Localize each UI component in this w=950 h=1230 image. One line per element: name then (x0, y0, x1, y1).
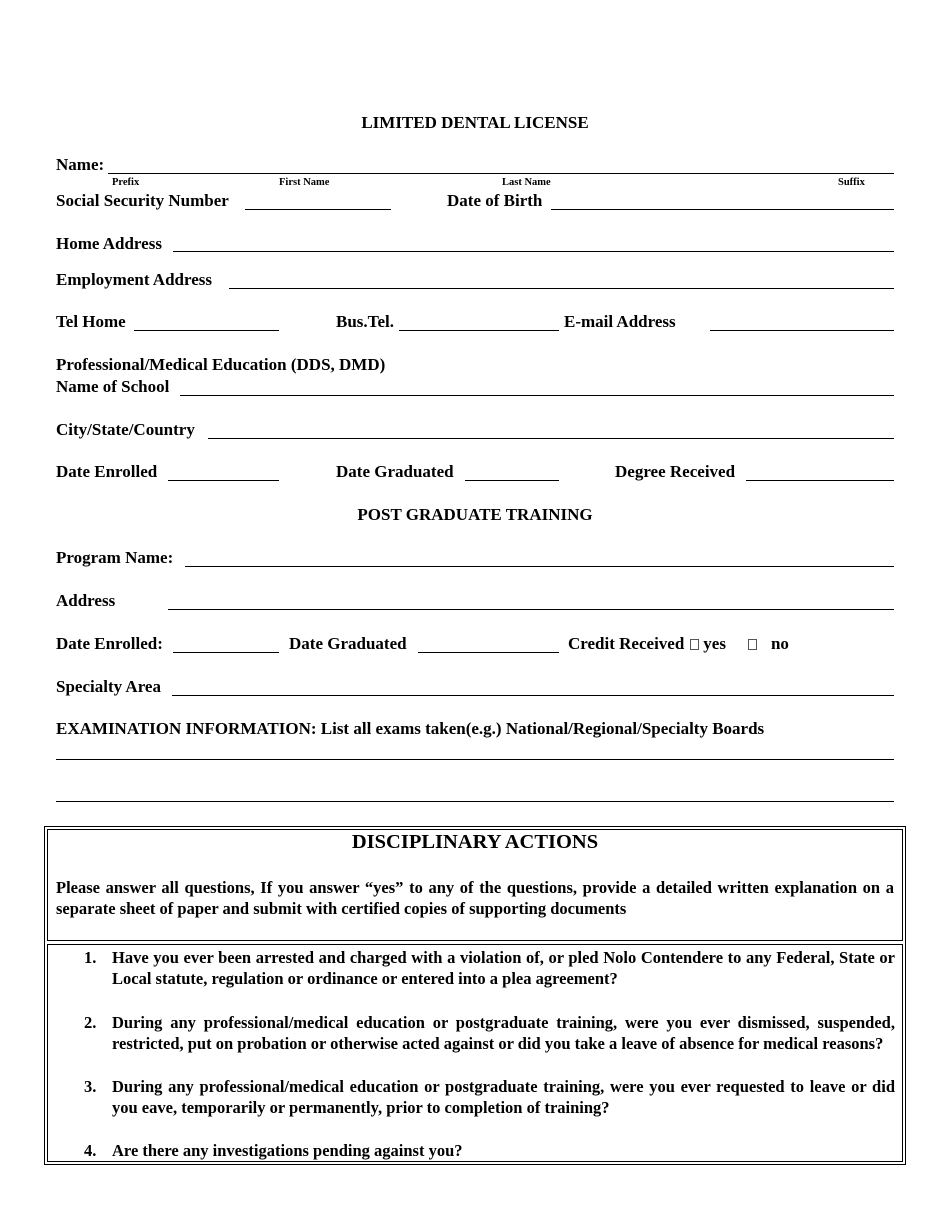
question-2 (84, 1012, 895, 1054)
date-graduated-field[interactable] (465, 480, 559, 481)
first-name-label: First Name (279, 177, 330, 188)
employment-address-field[interactable] (229, 288, 894, 289)
dob-field[interactable] (551, 209, 894, 210)
name-label: Name: (56, 155, 105, 174)
tel-home-field[interactable] (134, 330, 279, 331)
question-number: 3. (84, 1077, 97, 1096)
date-enrolled-field[interactable] (168, 480, 279, 481)
ssn-label: Social Security Number (56, 191, 229, 210)
pg-address-field[interactable] (168, 609, 894, 610)
prefix-label: Prefix (112, 177, 140, 188)
credit-no-checkbox[interactable] (748, 639, 757, 650)
credit-received-label: Credit Received (568, 634, 685, 653)
pg-date-graduated-label: Date Graduated (289, 634, 407, 653)
date-enrolled-label: Date Enrolled (56, 462, 158, 481)
question-number: 4. (84, 1141, 97, 1160)
disciplinary-instructions: Please answer all questions, If you answer “yes” to any of the questions, provide a detailed written explanation on a separate sheet of paper and submit with certified copies of supporting documents (56, 878, 894, 918)
degree-received-field[interactable] (746, 480, 894, 481)
specialty-area-label: Specialty Area (56, 677, 161, 696)
program-name-field[interactable] (185, 566, 894, 567)
dob-label: Date of Birth (447, 191, 543, 210)
exam-info-label: EXAMINATION INFORMATION: List all exams taken(e.g.) National/Regional/Specialty Boards (56, 719, 765, 738)
post-grad-heading: POST GRADUATE TRAINING (357, 505, 593, 524)
pg-date-enrolled-label: Date Enrolled: (56, 634, 163, 653)
form-title: LIMITED DENTAL LICENSE (361, 113, 589, 132)
question-text: Have you ever been arrested and charged with a violation of, or pled Nolo Contendere to any Federal, State or Local statute, regulation or ordinance or entered into a plea agreement? (112, 948, 895, 988)
city-state-country-label: City/State/Country (56, 420, 195, 439)
specialty-area-field[interactable] (172, 695, 894, 696)
credit-received-group (568, 634, 789, 654)
pg-address-label: Address (56, 591, 116, 610)
bus-tel-label: Bus.Tel. (336, 312, 394, 331)
credit-yes-checkbox[interactable] (690, 639, 699, 650)
name-field[interactable] (108, 173, 894, 174)
school-name-field[interactable] (180, 395, 894, 396)
question-text: Are there any investigations pending against you? (112, 1141, 463, 1160)
suffix-label: Suffix (838, 177, 865, 188)
pg-date-graduated-field[interactable] (418, 652, 559, 653)
credit-yes-label: yes (703, 634, 726, 653)
exam-info-field-2[interactable] (56, 801, 894, 802)
email-field[interactable] (710, 330, 894, 331)
question-number: 1. (84, 948, 97, 967)
disciplinary-heading: DISCIPLINARY ACTIONS (351, 831, 599, 853)
employment-address-label: Employment Address (56, 270, 213, 289)
last-name-label: Last Name (502, 177, 551, 188)
home-address-label: Home Address (56, 234, 162, 253)
education-heading: Professional/Medical Education (DDS, DMD) (56, 355, 386, 374)
program-name-label: Program Name: (56, 548, 174, 567)
credit-no-label: no (770, 634, 789, 653)
question-3 (84, 1076, 895, 1118)
question-text: During any professional/medical education or postgraduate training, were you ever requested to leave or did you eave, temporarily or permanently, prior to completion of training? (112, 1077, 895, 1117)
email-label: E-mail Address (564, 312, 676, 331)
question-4 (84, 1140, 895, 1161)
question-text: During any professional/medical education or postgraduate training, were you ever dismissed, suspended, restricted, put on probation or otherwise acted against or did you take a leave of absence for medical reasons? (112, 1013, 895, 1053)
degree-received-label: Degree Received (615, 462, 736, 481)
question-number: 2. (84, 1013, 97, 1032)
date-graduated-label: Date Graduated (336, 462, 454, 481)
school-name-label: Name of School (56, 377, 170, 396)
exam-info-field-1[interactable] (56, 759, 894, 760)
pg-date-enrolled-field[interactable] (173, 652, 279, 653)
bus-tel-field[interactable] (399, 330, 559, 331)
ssn-field[interactable] (245, 209, 391, 210)
question-1 (84, 947, 895, 989)
tel-home-label: Tel Home (56, 312, 126, 331)
city-state-country-field[interactable] (208, 438, 894, 439)
home-address-field[interactable] (173, 251, 894, 252)
